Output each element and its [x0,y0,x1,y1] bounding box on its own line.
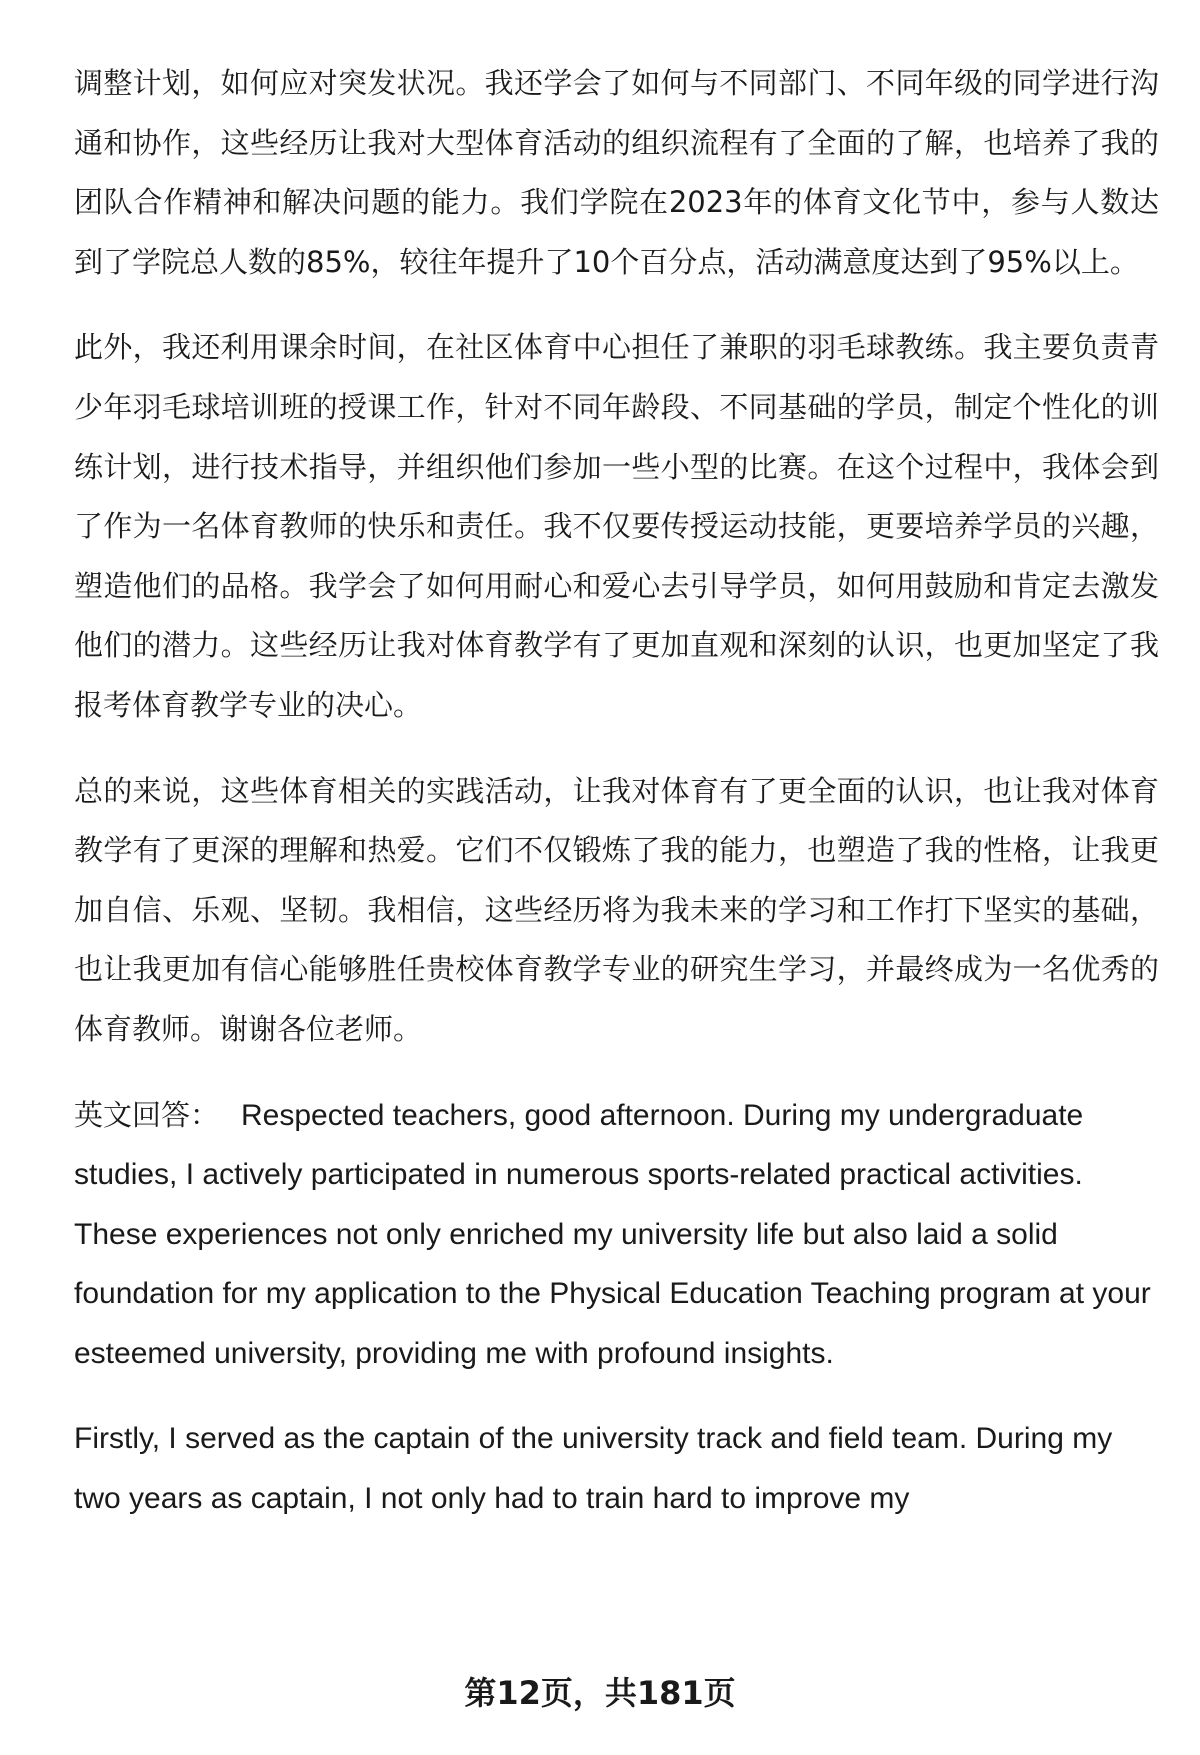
document-body [74,54,1159,1529]
paragraph-spacer [74,292,1159,318]
english-answer-label: 英文回答： [74,1097,220,1132]
paragraph-spacer [74,736,1159,762]
paragraph-summary: 总的来说，这些体育相关的实践活动，让我对体育有了更全面的认识，也让我对体育教学有了更深的理解和热爱。它们不仅锻炼了我的能力，也塑造了我的性格，让我更加自信、乐观、坚韧。我相信，这些经历将为我未来的学习和工作打下坚实的基础，也让我更加有信心能够胜任贵校体育教学专业的研究生学习，并最终成为一名优秀的体育教师。谢谢各位老师。 [74,773,1159,1046]
paragraph-spacer [74,1383,1159,1409]
paragraph-spacer [74,1060,1159,1086]
paragraph-event-organization: 调整计划，如何应对突发状况。我还学会了如何与不同部门、不同年级的同学进行沟通和协作，这些经历让我对大型体育活动的组织流程有了全面的了解，也培养了我的团队合作精神和解决问题的能力。我们学院在2023年的体育文化节中，参与人数达到了学院总人数的85%，较往年提升了10个百分点，活动满意度达到了95%以上。 [74,66,1159,279]
page-number-footer: 第12页，共181页 [464,1674,736,1712]
paragraph-badminton-coach: 此外，我还利用课余时间，在社区体育中心担任了兼职的羽毛球教练。我主要负责青少年羽毛球培训班的授课工作，针对不同年龄段、不同基础的学员，制定个性化的训练计划，进行技术指导，并组织他们参加一些小型的比赛。在这个过程中，我体会到了作为一名体育教师的快乐和责任。我不仅要传授运动技能，更要培养学员的兴趣，塑造他们的品格。我学会了如何用耐心和爱心去引导学员，如何用鼓励和肯定去激发他们的潜力。这些经历让我对体育教学有了更加直观和深刻的认识，也更加坚定了我报考体育教学专业的决心。 [74,330,1159,722]
paragraph-english-captain: Firstly, I served as the captain of the university track and field team. During my two years as captain, I not only had to train hard to improve my [74,1422,1113,1516]
paragraph-english-intro [74,1086,1159,1384]
english-intro-text: Respected teachers, good afternoon. During my undergraduate studies, I actively participated in numerous sports-related practical activities. These experiences not only enriched my university life but also laid a solid foundation for my application to the Physical Education Teaching program at your esteemed university, providing me with profound insights. [74,1098,1151,1370]
